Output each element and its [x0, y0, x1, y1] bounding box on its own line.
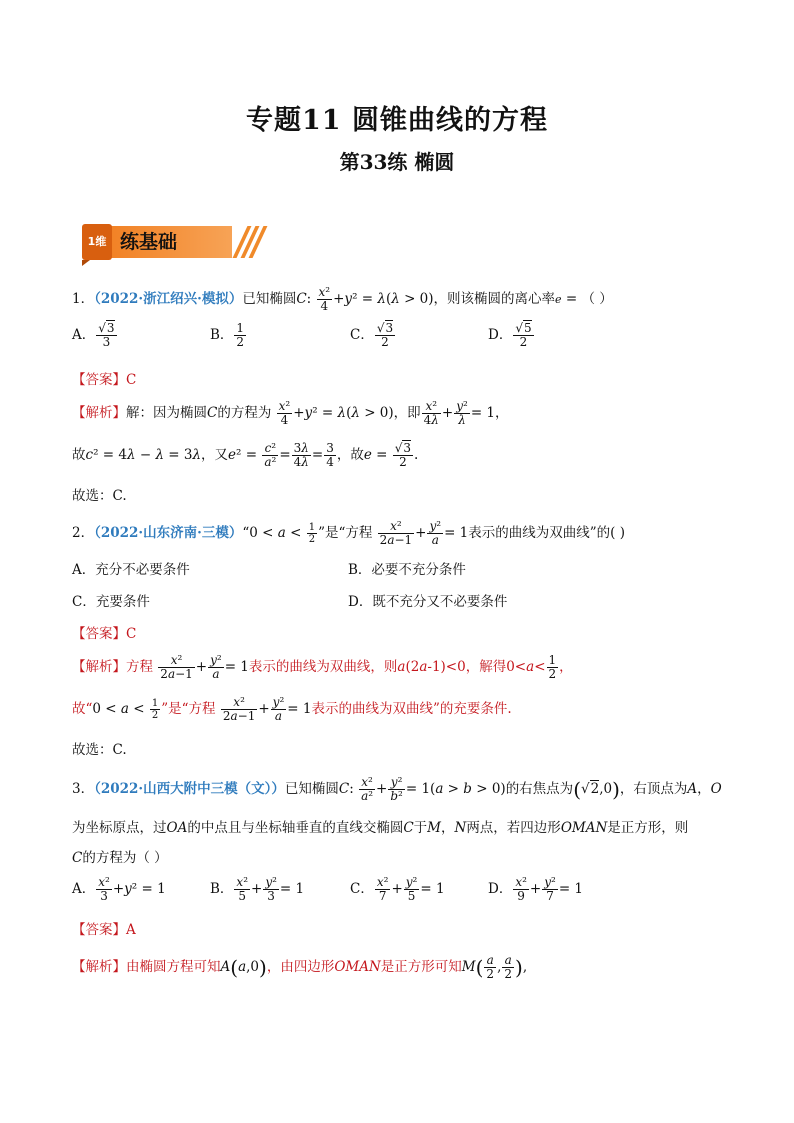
option-d[interactable]: D．既不充分又不必要条件: [348, 594, 508, 610]
option-b[interactable]: B． $\frac{1}{2}$: [210, 321, 245, 350]
option-d[interactable]: D． $\frac{\text{x²}}{9}$ + $\frac{\text{y²}}{7}$ = 1: [488, 875, 584, 904]
option-a[interactable]: A．充分不必要条件: [72, 562, 190, 578]
question-3-line-3: C的方程为（ ）: [72, 850, 168, 866]
answer-1: 【答案】C: [72, 372, 137, 388]
option-a[interactable]: A． $\frac{\text{x²}}{3}$ +y² = 1: [72, 875, 166, 904]
question-source: （2022·山西大附中三模（文））: [94, 781, 285, 798]
option-b[interactable]: B． $\frac{\text{x²}}{5}$ + $\frac{\text{y²}}{3}$ = 1: [210, 875, 305, 904]
analysis-2-line-1: 【解析】方程 $\frac{\text{x²}}{2a-1}$ + $\frac{\text{y²}}{a}$ = 1表示的曲线为双曲线，则a(2a-1)<0，解得0<a< $\frac{1}{2}$ ，: [72, 653, 573, 682]
analysis-1-line-1: 【解析】解：因为椭圆C的方程为 $\frac{\text{x²}}{4}$ +y² = λ(λ > 0)，即 $\frac{\text{x²}}{4\lambda}$ + $\frac{\text{y²}}{\lambda}$ = 1，: [72, 399, 509, 428]
question-1: 1．（2022·浙江绍兴·模拟）已知椭圆C: $\frac{\text{x²}}{4}$ +y² = λ(λ > 0)，则该椭圆的离心率e = （ ）: [72, 285, 613, 314]
page-subtitle: 第33练 椭圆: [339, 150, 455, 174]
option-d[interactable]: D． $\frac{√5}{2}$: [488, 321, 532, 350]
analysis-2-line-2: 故“0 < a < $\frac{1}{2}$ ”是“方程 $\frac{\text{x²}}{2a-1}$ + $\frac{\text{y²}}{a}$ = 1表示的曲线为双曲线”的充要条件.: [72, 695, 512, 724]
section-banner: [82, 224, 262, 264]
option-a[interactable]: A． $\frac{√3}{3}$: [72, 321, 115, 350]
option-b[interactable]: B．必要不充分条件: [348, 562, 466, 578]
option-c[interactable]: C． $\frac{√3}{2}$: [350, 321, 394, 350]
option-c[interactable]: C．充要条件: [72, 594, 150, 610]
conclusion-2: 故选：C.: [72, 742, 127, 758]
page-title: 专题11 圆锥曲线的方程: [246, 105, 548, 136]
answer-3: 【答案】A: [72, 922, 136, 938]
question-2: 2．（2022·山东济南·三模）“0 < a < $\frac{1}{2}$ ”是“方程 $\frac{\text{x²}}{2a-1}$ + $\frac{\text{y²}}{a}$ = 1表示的曲线为双曲线”的( ): [72, 519, 626, 548]
question-source: （2022·山东济南·三模）: [94, 525, 243, 542]
conclusion-1: 故选：C.: [72, 488, 127, 504]
section-label: 练基础: [120, 231, 178, 253]
question-3-line-2: 为坐标原点，过OA的中点且与坐标轴垂直的直线交椭圆C于M，N两点，若四边形OMAN是正方形，则: [72, 820, 689, 836]
option-c[interactable]: C． $\frac{\text{x²}}{7}$ + $\frac{\text{y²}}{5}$ = 1: [350, 875, 445, 904]
answer-2: 【答案】C: [72, 626, 137, 642]
question-source: （2022·浙江绍兴·模拟）: [94, 291, 243, 308]
question-3: 3．（2022·山西大附中三模（文））已知椭圆C: $\frac{\text{x²}}{\text{a²}}$ + $\frac{\text{y²}}{\text{b²}}$ = 1(a > b > 0)的右焦点为(√2,0)，右顶点为A，O: [72, 775, 722, 804]
analysis-1-line-2: 故c² = 4λ − λ = 3λ，又e² = $\frac{\text{c²}}{\text{a²}}$ = $\frac{3\lambda}{4\lambda}$ = $\frac{3}{4}$ ，故e = $\frac{√3}{2}$ .: [72, 441, 419, 470]
stripes-decoration: [234, 226, 274, 258]
section-badge: 1维: [82, 224, 112, 260]
analysis-3-line-1: 【解析】由椭圆方程可知A(a,0)，由四边形OMAN是正方形可知M( $\frac{a}{2}$ , $\frac{a}{2}$ ),: [72, 953, 528, 982]
